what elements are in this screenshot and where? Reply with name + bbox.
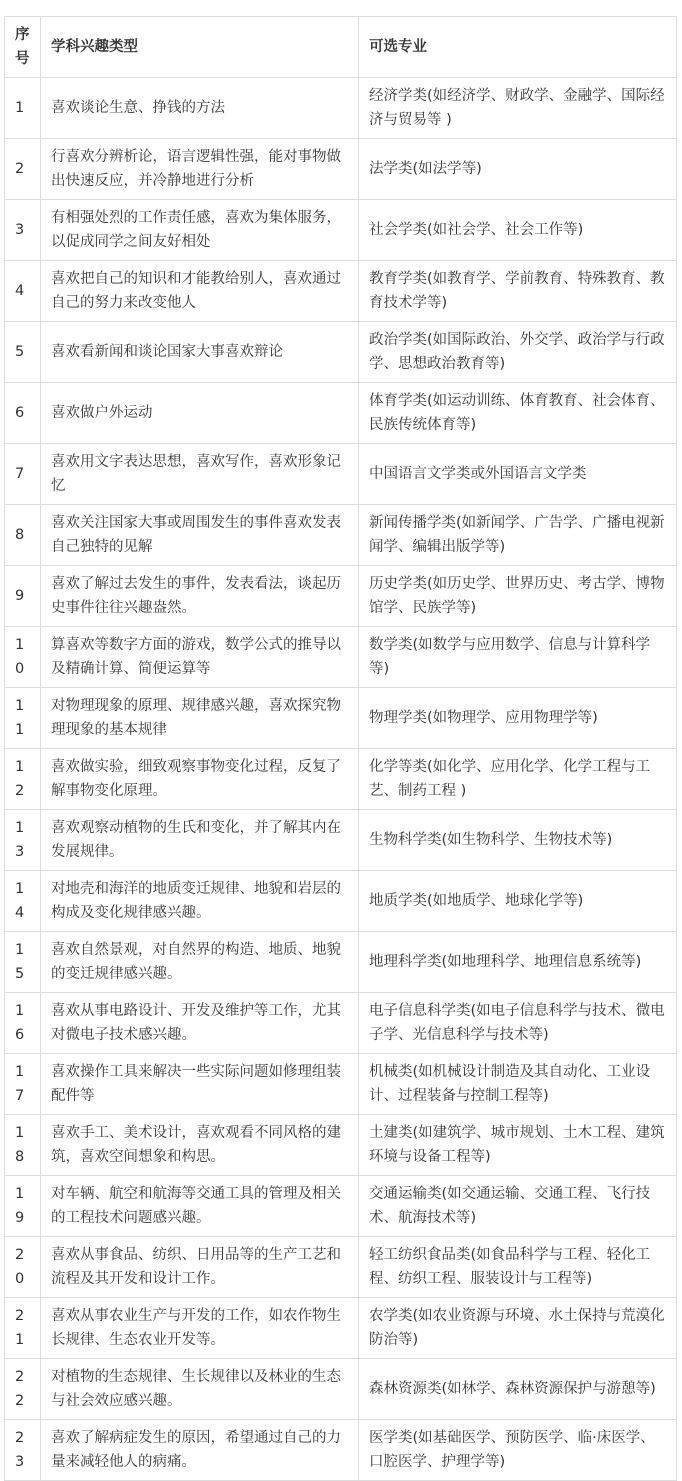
row-interest-type: 对车辆、航空和航海等交通工具的管理及相关的工程技术问题感兴趣。 xyxy=(41,1176,359,1237)
table-row xyxy=(5,1176,677,1237)
row-interest-type: 喜欢关注国家大事或周围发生的事件喜欢发表自己独特的见解 xyxy=(41,505,359,566)
row-index: 11 xyxy=(5,688,41,749)
row-index: 9 xyxy=(5,566,41,627)
row-index: 18 xyxy=(5,1115,41,1176)
row-index: 2 xyxy=(5,139,41,200)
row-optional-major: 化学等类(如化学、应用化学、化学工程与工艺、制药工程 ) xyxy=(359,749,677,810)
major-interest-table xyxy=(4,16,677,1481)
row-interest-type: 喜欢从事农业生产与开发的工作，如农作物生长规律、生态农业开发等。 xyxy=(41,1298,359,1359)
row-interest-type: 喜欢了解过去发生的事件，发表看法，谈起历史事件往往兴趣盎然。 xyxy=(41,566,359,627)
row-index: 16 xyxy=(5,993,41,1054)
row-interest-type: 算喜欢等数字方面的游戏，数学公式的推导以及精确计算、简便运算等 xyxy=(41,627,359,688)
row-index: 22 xyxy=(5,1359,41,1420)
row-interest-type: 喜欢从事食品、纺织、日用品等的生产工艺和流程及其开发和设计工作。 xyxy=(41,1237,359,1298)
row-index: 4 xyxy=(5,261,41,322)
table-row xyxy=(5,1359,677,1420)
row-interest-type: 喜欢用文字表达思想，喜欢写作，喜欢形象记忆 xyxy=(41,444,359,505)
row-index: 8 xyxy=(5,505,41,566)
table-row xyxy=(5,78,677,139)
row-interest-type: 喜欢做实验，细致观察事物变化过程，反复了解事物变化原理。 xyxy=(41,749,359,810)
row-index: 13 xyxy=(5,810,41,871)
table-row xyxy=(5,1115,677,1176)
row-interest-type: 对植物的生态规律、生长规律以及林业的生态与社会效应感兴趣。 xyxy=(41,1359,359,1420)
row-optional-major: 地理科学类(如地理科学、地理信息系统等) xyxy=(359,932,677,993)
table-row xyxy=(5,444,677,505)
row-optional-major: 经济学类(如经济学、财政学、金融学、国际经济与贸易等 ) xyxy=(359,78,677,139)
row-interest-type: 喜欢从事电路设计、开发及维护等工作，尤其对微电子技术感兴趣。 xyxy=(41,993,359,1054)
row-index: 10 xyxy=(5,627,41,688)
table-row xyxy=(5,139,677,200)
row-optional-major: 体育学类(如运动训练、体育教育、社会体育、民族传统体育等) xyxy=(359,383,677,444)
row-optional-major: 物理学类(如物理学、应用物理学等) xyxy=(359,688,677,749)
row-optional-major: 法学类(如法学等) xyxy=(359,139,677,200)
table-row xyxy=(5,261,677,322)
row-index: 23 xyxy=(5,1420,41,1481)
row-index: 21 xyxy=(5,1298,41,1359)
row-optional-major: 历史学类(如历史学、世界历史、考古学、博物馆学、民族学等) xyxy=(359,566,677,627)
row-index: 14 xyxy=(5,871,41,932)
table-row xyxy=(5,1054,677,1115)
table-row xyxy=(5,871,677,932)
table-row xyxy=(5,383,677,444)
row-interest-type: 有相强处烈的工作责任感，喜欢为集体服务，以促成同学之间友好相处 xyxy=(41,200,359,261)
row-interest-type: 喜欢了解病症发生的原因，希望通过自己的力量来减轻他人的病痛。 xyxy=(41,1420,359,1481)
row-index: 19 xyxy=(5,1176,41,1237)
row-optional-major: 政治学类(如国际政治、外交学、政治学与行政学、思想政治教育等) xyxy=(359,322,677,383)
table-header-row xyxy=(5,17,677,78)
table-row xyxy=(5,505,677,566)
row-index: 6 xyxy=(5,383,41,444)
row-interest-type: 喜欢看新闻和谈论国家大事喜欢辩论 xyxy=(41,322,359,383)
row-optional-major: 新闻传播学类(如新闻学、广告学、广播电视新闻学、编辑出版学等) xyxy=(359,505,677,566)
row-optional-major: 中国语言文学类或外国语言文学类 xyxy=(359,444,677,505)
row-interest-type: 喜欢谈论生意、挣钱的方法 xyxy=(41,78,359,139)
row-index: 7 xyxy=(5,444,41,505)
row-interest-type: 喜欢观察动植物的生氏和变化，并了解其内在发展规律。 xyxy=(41,810,359,871)
row-interest-type: 对地壳和海洋的地质变迁规律、地貌和岩层的构成及变化规律感兴趣。 xyxy=(41,871,359,932)
row-interest-type: 喜欢做户外运动 xyxy=(41,383,359,444)
table-row xyxy=(5,932,677,993)
row-optional-major: 电子信息科学类(如电子信息科学与技术、微电子学、光信息科学与技术等) xyxy=(359,993,677,1054)
table-row xyxy=(5,1298,677,1359)
table-row xyxy=(5,749,677,810)
row-optional-major: 机械类(如机械设计制造及其自动化、工业设计、过程装备与控制工程等) xyxy=(359,1054,677,1115)
header-index: 序号 xyxy=(5,17,41,78)
row-index: 3 xyxy=(5,200,41,261)
table-row xyxy=(5,993,677,1054)
row-optional-major: 森林资源类(如林学、森林资源保护与游憩等) xyxy=(359,1359,677,1420)
row-interest-type: 对物理现象的原理、规律感兴趣，喜欢探究物理现象的基本规律 xyxy=(41,688,359,749)
table-row xyxy=(5,810,677,871)
row-interest-type: 行喜欢分辨析论，语言逻辑性强，能对事物做出快速反应，并冷静地进行分析 xyxy=(41,139,359,200)
table-row xyxy=(5,627,677,688)
row-interest-type: 喜欢自然景观，对自然界的构造、地质、地貌的变迁规律感兴趣。 xyxy=(41,932,359,993)
row-optional-major: 交通运输类(如交通运输、交通工程、飞行技术、航海技术等) xyxy=(359,1176,677,1237)
row-index: 5 xyxy=(5,322,41,383)
row-optional-major: 数学类(如数学与应用数学、信息与计算科学等) xyxy=(359,627,677,688)
row-optional-major: 土建类(如建筑学、城市规划、土木工程、建筑环境与设备工程等) xyxy=(359,1115,677,1176)
row-index: 20 xyxy=(5,1237,41,1298)
header-optional-major: 可选专业 xyxy=(359,17,677,78)
row-interest-type: 喜欢操作工具来解决一些实际问题如修理组装配件等 xyxy=(41,1054,359,1115)
row-index: 1 xyxy=(5,78,41,139)
table-row xyxy=(5,1237,677,1298)
row-optional-major: 生物科学类(如生物科学、生物技术等) xyxy=(359,810,677,871)
row-optional-major: 地质学类(如地质学、地球化学等) xyxy=(359,871,677,932)
table-row xyxy=(5,566,677,627)
row-optional-major: 社会学类(如社会学、社会工作等) xyxy=(359,200,677,261)
row-index: 12 xyxy=(5,749,41,810)
row-interest-type: 喜欢手工、美术设计，喜欢观看不同风格的建筑，喜欢空间想象和构思。 xyxy=(41,1115,359,1176)
table-row xyxy=(5,688,677,749)
table-row xyxy=(5,200,677,261)
table-row xyxy=(5,1420,677,1481)
header-interest-type: 学科兴趣类型 xyxy=(41,17,359,78)
row-optional-major: 农学类(如农业资源与环境、水土保持与荒漠化防治等) xyxy=(359,1298,677,1359)
row-optional-major: 教育学类(如教育学、学前教育、特殊教育、教育技术学等) xyxy=(359,261,677,322)
table-row xyxy=(5,322,677,383)
row-index: 17 xyxy=(5,1054,41,1115)
row-index: 15 xyxy=(5,932,41,993)
row-optional-major: 轻工纺织食品类(如食品科学与工程、轻化工程、纺织工程、服装设计与工程等) xyxy=(359,1237,677,1298)
row-optional-major: 医学类(如基础医学、预防医学、临·床医学、口腔医学、护理学等) xyxy=(359,1420,677,1481)
row-interest-type: 喜欢把自己的知识和才能教给别人，喜欢通过自己的努力来改变他人 xyxy=(41,261,359,322)
